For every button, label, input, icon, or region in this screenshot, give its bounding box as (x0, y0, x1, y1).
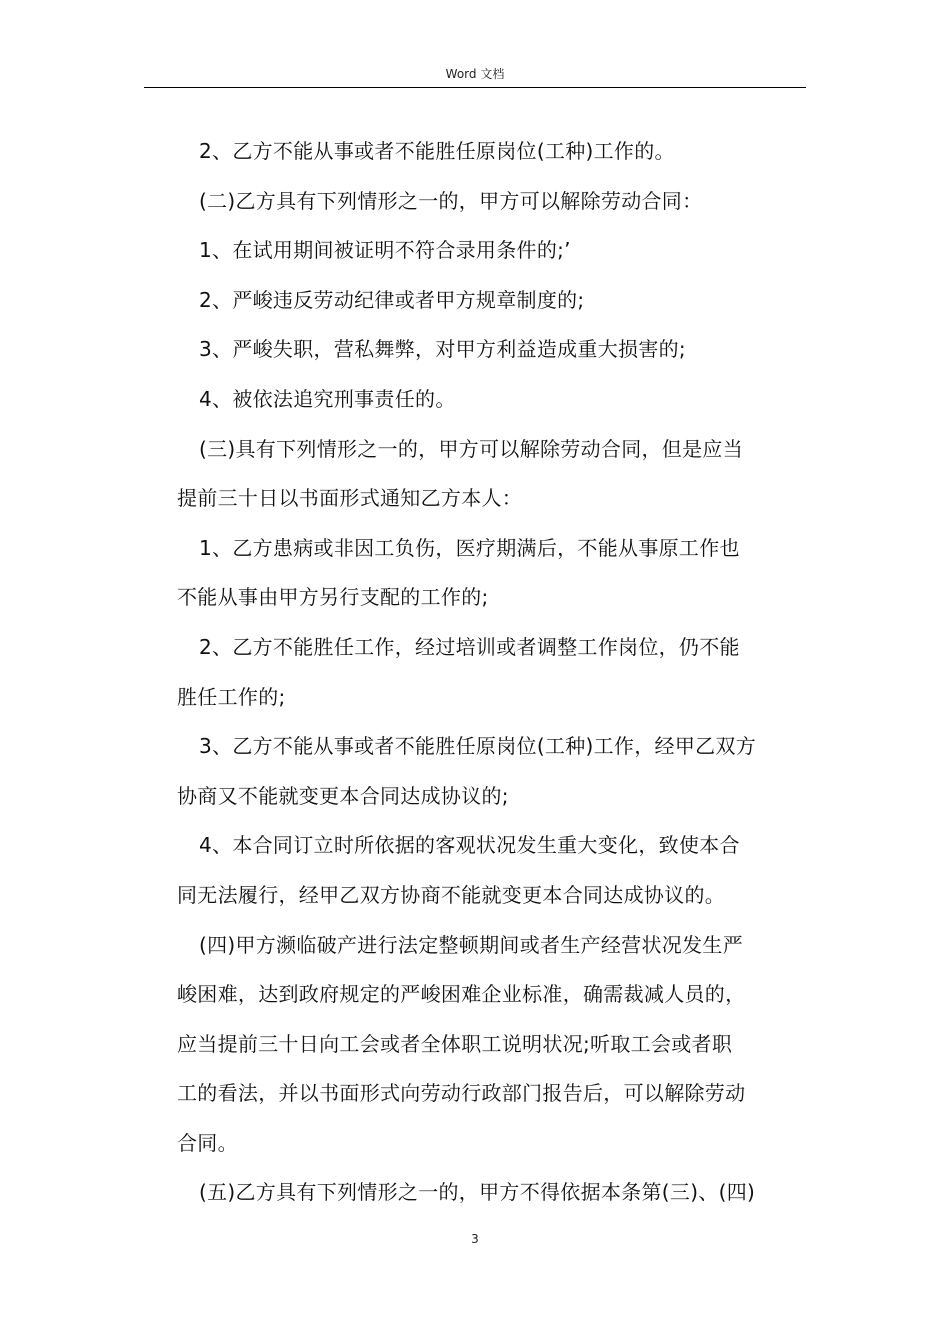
text-line: 2、乙方不能胜任工作，经过培训或者调整工作岗位，仍不能 (199, 634, 740, 659)
text-line: 胜任工作的; (177, 684, 286, 709)
text-line: (五)乙方具有下列情形之一的，甲方不得依据本条第(三)、(四) (199, 1180, 756, 1205)
text-line: (三)具有下列情形之一的，甲方可以解除劳动合同，但是应当 (199, 436, 744, 461)
text-line: 4、本合同订立时所依据的客观状况发生重大变化，致使本合 (199, 833, 740, 858)
text-line: (四)甲方濒临破产进行法定整顿期间或者生产经营状况发生严 (199, 932, 744, 957)
text-line: 应当提前三十日向工会或者全体职工说明状况;听取工会或者职 (177, 1031, 733, 1056)
text-line: 工的看法，并以书面形式向劳动行政部门报告后，可以解除劳动 (177, 1081, 746, 1106)
text-line: 1、乙方患病或非因工负伤，医疗期满后，不能从事原工作也 (199, 535, 740, 560)
text-line: 2、严峻违反劳动纪律或者甲方规章制度的; (199, 287, 585, 312)
text-line: 3、严峻失职，营私舞弊，对甲方利益造成重大损害的; (199, 337, 686, 362)
text-line: 峻困难，达到政府规定的严峻困难企业标准，确需裁减人员的， (177, 982, 746, 1007)
header-divider (144, 87, 806, 88)
text-line: 4、被依法追究刑事责任的。 (199, 386, 456, 411)
page-header: Word 文档 (445, 67, 505, 81)
text-line: 提前三十日以书面形式通知乙方本人： (177, 486, 523, 511)
text-line: 协商又不能就变更本合同达成协议的; (177, 783, 509, 808)
text-line: 2、乙方不能从事或者不能胜任原岗位(工种)工作的。 (199, 139, 675, 163)
document-body (177, 127, 805, 1218)
text-line: 3、乙方不能从事或者不能胜任原岗位(工种)工作，经甲乙双方 (199, 734, 757, 759)
text-line: 1、在试用期间被证明不符合录用条件的;’ (199, 238, 571, 263)
text-line: (二)乙方具有下列情形之一的，甲方可以解除劳动合同： (199, 188, 703, 213)
text-line: 不能从事由甲方另行支配的工作的; (177, 585, 489, 610)
text-line: 同无法履行，经甲乙双方协商不能就变更本合同达成协议的。 (177, 882, 726, 907)
text-line: 合同。 (177, 1130, 238, 1155)
page-number: 3 (471, 1232, 479, 1246)
